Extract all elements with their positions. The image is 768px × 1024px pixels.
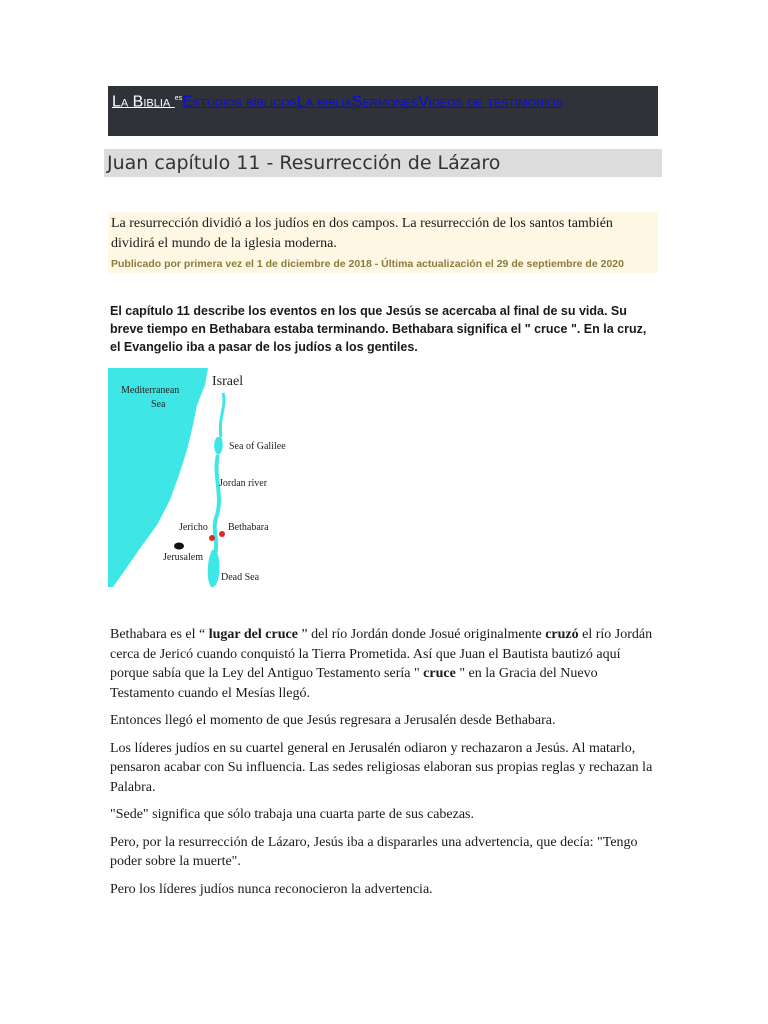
- article-summary-box: [108, 212, 658, 273]
- paragraph-regreso: Entonces llegó el momento de que Jesús regresara a Jerusalén desde Bethabara.: [110, 713, 556, 728]
- paragraph-sede: "Sede" significa que sólo trabaja una cuarta parte de sus cabezas.: [110, 807, 474, 822]
- israel-map: [105, 365, 305, 590]
- language-badge: es: [174, 95, 183, 102]
- bethabara-label: Bethabara: [228, 522, 269, 533]
- map-title: Israel: [212, 374, 244, 389]
- publication-dates: Publicado por primera vez el 1 de diciembre de 2018 - Última actualización el 29 de septiembre de 2020: [111, 258, 624, 270]
- sea-label: Sea: [151, 399, 166, 410]
- dead-sea-shape: [208, 550, 220, 587]
- article-body: [110, 625, 655, 907]
- emphasis-lugar-del-cruce: lugar del cruce: [208, 627, 298, 642]
- intro-paragraph: El capítulo 11 describe los eventos en los que Jesús se acercaba al final de su vida. Su breve tiempo en Bethabara estaba terminando. Bethabara significa el " cruce ". En la cruz, el Evangelio iba a pasar de los judíos a los gentiles.: [110, 304, 647, 354]
- summary-text: La resurrección dividió a los judíos en dos campos. La resurrección de los santos también dividirá el mundo de la iglesia moderna.: [111, 216, 613, 251]
- site-navbar: [108, 86, 658, 136]
- site-brand-link[interactable]: [112, 93, 175, 110]
- jordan-label: Jordan river: [219, 478, 268, 489]
- jerusalem-marker: [174, 543, 184, 550]
- jericho-label: Jericho: [179, 522, 208, 533]
- galilee-label: Sea of Galilee: [229, 441, 286, 452]
- nav-link-estudios-biblicos[interactable]: Estudios bíblicos: [182, 93, 297, 111]
- emphasis-cruzo: cruzó: [545, 627, 579, 642]
- nav-link-la-biblia[interactable]: La biblia: [296, 93, 352, 111]
- page-title: Juan capítulo 11 - Resurrección de Lázaro: [104, 149, 662, 177]
- bethabara-marker: [219, 531, 225, 537]
- nav-link-videos-testimonios[interactable]: Videos de testimonios: [418, 93, 563, 111]
- upper-jordan-shape: [220, 393, 224, 437]
- paragraph-bethabara: Bethabara es el “ lugar del cruce ” del río Jordán donde Josué originalmente cruzó el río Jordán cerca de Jericó cuando conquistó la Tierra Prometida. Así que Juan el Bautista bautizó aquí porque sabía que la Ley del Antiguo Testamento sería " cruce " en la Gracia del Nuevo Testamento cuando el Mesías llegó.: [110, 627, 653, 701]
- jordan-river-shape: [215, 455, 219, 555]
- brand-label: La Biblia: [112, 93, 175, 111]
- dead-sea-label: Dead Sea: [221, 572, 260, 583]
- jerusalem-label: Jerusalem: [163, 552, 203, 563]
- paragraph-advertencia: Pero, por la resurrección de Lázaro, Jesús iba a dispararles una advertencia, que decía: "Tengo poder sobre la muerte".: [110, 834, 638, 869]
- mediterranean-label: Mediterranean: [121, 385, 180, 396]
- nav-link-sermones[interactable]: Sermones: [351, 93, 419, 111]
- paragraph-rechazo: Pero los líderes judíos nunca reconocieron la advertencia.: [110, 881, 433, 897]
- paragraph-lideres: Los líderes judíos en su cuartel general en Jerusalén odiaron y rechazaron a Jesús. Al matarlo, pensaron acabar con Su influencia. Las sedes religiosas elaboran sus propias reglas y rechazan la Palabra.: [110, 740, 653, 795]
- jericho-marker: [209, 535, 215, 541]
- emphasis-cruce: cruce: [423, 666, 456, 681]
- sea-of-galilee-shape: [214, 437, 223, 455]
